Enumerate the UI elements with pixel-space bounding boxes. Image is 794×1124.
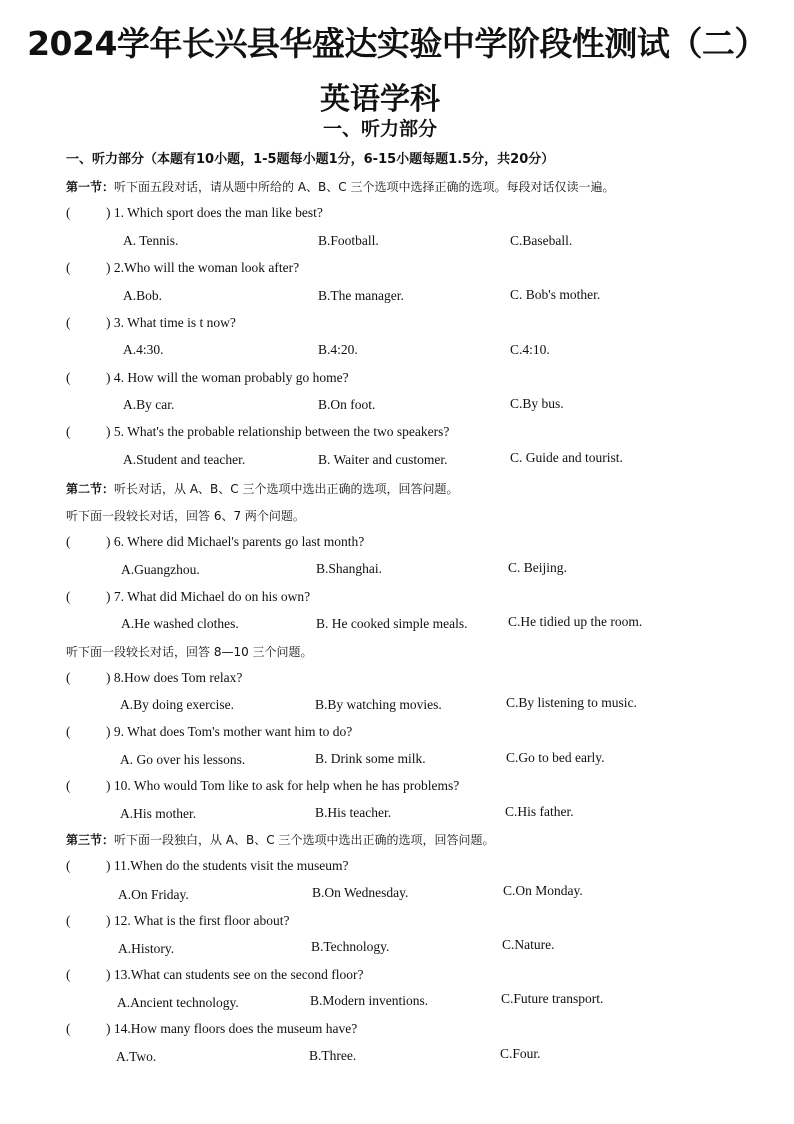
option-b: B.Three. — [309, 1048, 357, 1063]
option-a: A.He washed clothes. — [121, 616, 239, 631]
option-a: A. Go over his lessons. — [120, 752, 246, 767]
question-6 — [66, 534, 364, 550]
option-c: C.His father. — [505, 804, 574, 819]
option-b: B.Modern inventions. — [310, 993, 429, 1008]
question-stem: ) 13.What can students see on the second floor? — [106, 967, 364, 982]
section3-label: 第三节： — [66, 833, 115, 847]
question-1 — [66, 205, 323, 221]
section1-instruction — [66, 178, 614, 195]
answer-blank[interactable]: ( — [66, 370, 71, 385]
question-11 — [66, 858, 348, 874]
option-a: A.History. — [118, 941, 175, 956]
option-b: B.Technology. — [311, 939, 390, 954]
option-c: C.4:10. — [510, 342, 550, 357]
option-b: B.By watching movies. — [315, 697, 442, 712]
option-a: A.By car. — [123, 397, 175, 412]
option-b: B.His teacher. — [315, 805, 392, 820]
option-c: C.By listening to music. — [506, 695, 637, 710]
question-4 — [66, 370, 349, 386]
section1-text: 听下面五段对话，请从题中所给的 A、B、C 三个选项中选择正确的选项。每段对话仅读一遍。 — [114, 180, 615, 194]
section1-label: 第一节： — [66, 180, 115, 194]
answer-blank[interactable]: ( — [66, 858, 71, 873]
question-13 — [66, 967, 364, 983]
option-c: C. Beijing. — [508, 560, 567, 575]
option-b: B. He cooked simple meals. — [316, 616, 468, 631]
option-c: C.Go to bed early. — [506, 750, 605, 765]
question-stem: ) 2.Who will the woman look after? — [106, 260, 300, 275]
instruction-8-10: 听下面一段较长对话，回答 8—10 三个问题。 — [66, 645, 313, 659]
answer-blank[interactable]: ( — [66, 315, 71, 330]
option-c: C.Nature. — [502, 937, 555, 952]
answer-blank[interactable]: ( — [66, 589, 71, 604]
section-heading: 一、听力部分（本题有10小题，1-5题每小题1分，6-15小题每题1.5分，共20分） — [66, 152, 555, 167]
question-stem: ) 7. What did Michael do on his own? — [106, 589, 311, 604]
option-c: C.On Monday. — [503, 883, 583, 898]
option-a: A.On Friday. — [118, 887, 189, 902]
option-a: A.4:30. — [123, 342, 164, 357]
option-c: C.He tidied up the room. — [508, 614, 643, 629]
option-a: A.Student and teacher. — [123, 452, 246, 467]
answer-blank[interactable]: ( — [66, 967, 71, 982]
answer-blank[interactable]: ( — [66, 205, 71, 220]
option-b: B.The manager. — [318, 288, 404, 303]
answer-blank[interactable]: ( — [66, 260, 71, 275]
option-a: A.Two. — [116, 1049, 157, 1064]
option-c: C.Four. — [500, 1046, 541, 1061]
section2-text: 听长对话，从 A、B、C 三个选项中选出正确的选项，回答问题。 — [114, 482, 459, 496]
section2-instruction — [66, 480, 458, 497]
option-a: A.By doing exercise. — [120, 697, 234, 712]
option-a: A.Bob. — [123, 288, 163, 303]
question-stem: ) 8.How does Tom relax? — [106, 670, 243, 685]
option-a: A. Tennis. — [123, 233, 179, 248]
option-b: B. Waiter and customer. — [318, 452, 448, 467]
option-b: B.On Wednesday. — [312, 885, 409, 900]
question-2 — [66, 260, 299, 276]
answer-blank[interactable]: ( — [66, 724, 71, 739]
option-c: C. Guide and tourist. — [510, 450, 623, 465]
question-5 — [66, 424, 449, 440]
exam-title: 2024学年长兴县华盛达实验中学阶段性测试（二） — [27, 24, 767, 63]
option-b: B.Shanghai. — [316, 561, 382, 576]
option-a: A.Guangzhou. — [121, 562, 200, 577]
section3-instruction — [66, 831, 494, 848]
part-title: 一、听力部分 — [322, 118, 437, 140]
instruction-6-7: 听下面一段较长对话，回答 6、7 两个问题。 — [66, 509, 305, 523]
question-12 — [66, 913, 289, 929]
option-c: C. Bob's mother. — [510, 287, 601, 302]
option-b: B.On foot. — [318, 397, 376, 412]
section2-label: 第二节： — [66, 482, 115, 496]
question-3 — [66, 315, 236, 331]
question-stem: ) 3. What time is t now? — [106, 315, 236, 330]
option-c: C.By bus. — [510, 396, 564, 411]
option-c: C.Future transport. — [501, 991, 604, 1006]
question-7 — [66, 589, 310, 605]
option-b: B.Football. — [318, 233, 379, 248]
answer-blank[interactable]: ( — [66, 1021, 71, 1036]
question-8 — [66, 670, 242, 686]
question-stem: ) 11.When do the students visit the museum? — [106, 858, 349, 873]
option-b: B. Drink some milk. — [315, 751, 426, 766]
question-stem: ) 14.How many floors does the museum have? — [106, 1021, 358, 1036]
question-10 — [66, 778, 459, 794]
question-stem: ) 12. What is the first floor about? — [106, 913, 290, 928]
question-stem: ) 4. How will the woman probably go home? — [106, 370, 349, 385]
answer-blank[interactable]: ( — [66, 424, 71, 439]
answer-blank[interactable]: ( — [66, 778, 71, 793]
question-stem: ) 10. Who would Tom like to ask for help when he has problems? — [106, 778, 460, 793]
question-14 — [66, 1021, 357, 1037]
subject-title: 英语学科 — [320, 82, 440, 117]
question-stem: ) 9. What does Tom's mother want him to do? — [106, 724, 353, 739]
option-c: C.Baseball. — [510, 233, 573, 248]
question-stem: ) 6. Where did Michael's parents go last month? — [106, 534, 365, 549]
question-9 — [66, 724, 352, 740]
answer-blank[interactable]: ( — [66, 913, 71, 928]
section3-text: 听下面一段独白，从 A、B、C 三个选项中选出正确的选项，回答问题。 — [114, 833, 495, 847]
option-a: A.Ancient technology. — [117, 995, 239, 1010]
question-stem: ) 1. Which sport does the man like best? — [106, 205, 323, 220]
answer-blank[interactable]: ( — [66, 534, 71, 549]
option-a: A.His mother. — [120, 806, 197, 821]
question-stem: ) 5. What's the probable relationship between the two speakers? — [106, 424, 450, 439]
answer-blank[interactable]: ( — [66, 670, 71, 685]
option-b: B.4:20. — [318, 342, 358, 357]
